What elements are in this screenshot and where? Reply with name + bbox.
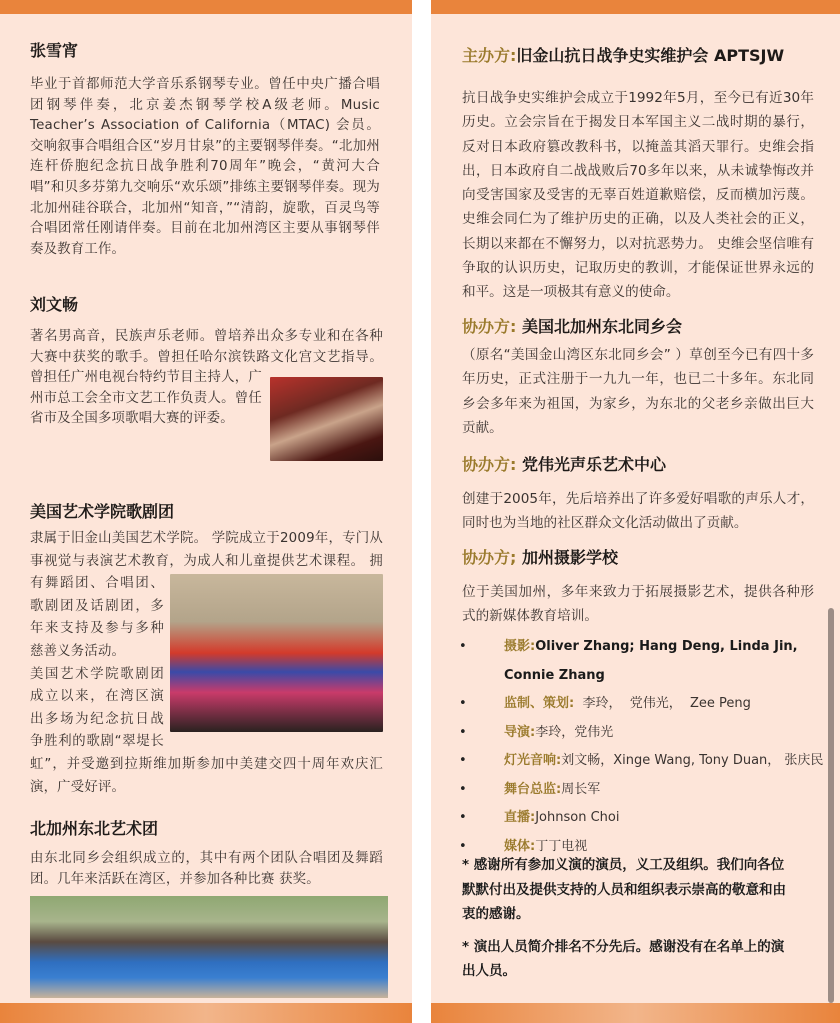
credit-item: • 监制、策划: 李玲， 党伟光， Zee Peng <box>451 690 831 719</box>
section-title: 刘文畅 <box>30 295 79 314</box>
section-host <box>462 43 814 305</box>
section-body: （原名“美国金山湾区东北同乡会” ）草创至今已有四十多年历史，正式注册于一九九一年，也已二十多年。东北同乡会多年来为祖国，为家乡，为东北的父老乡亲做出巨大贡献。 <box>462 347 814 436</box>
bottom-bar <box>0 1003 412 1023</box>
section-northeast <box>30 816 383 890</box>
section-zhang <box>30 38 380 260</box>
co-name: 党伟光声乐艺术中心 <box>521 455 666 474</box>
section-title: 美国艺术学院歌剧团 <box>30 502 175 521</box>
section-opera <box>30 499 383 799</box>
section-body: 隶属于旧金山美国艺术学院。 学院成立于2009年，专门从事视觉与表演艺术教育，为成人和儿童提供艺术课程。 拥有舞蹈团、合唱团、歌剧团及话剧团，多年来支持及参与多种慈善义务活动。 <box>30 531 383 659</box>
section-body: 抗日战争史实维护会成立于1992年5月，至今已有近30年历史。立会宗旨在于揭发日本军国主义二战时期的暴行，反对日本政府篡改教科书，以掩盖其滔天罪行。史维会指出，日本政府自二战战败后70多年以来，从未诚挚悔改并向受害国家及受害的无辜百姓道歉赔偿，反而横加污蔑。史维会同仁为了维护历史的正确，以及人类社会的正义，长期以来都在不懈努力，以对抗恶势力。 史维会坚信唯有争取的认识历史，记取历史的教训，才能保证世界永远的和平。这是一项极其有意义的使命。 <box>462 90 814 301</box>
credit-item: • 直播:Johnson Choi <box>451 804 831 833</box>
co-name: 美国北加州东北同乡会 <box>521 317 682 336</box>
host-label: 主办方: <box>462 46 517 65</box>
notes <box>462 853 797 984</box>
section-co-organizer-3 <box>462 545 814 629</box>
top-bar <box>431 0 840 14</box>
credit-item: • 摄影:Oliver Zhang; Hang Deng, Linda Jin, Connie Zhang <box>451 633 831 690</box>
host-name: 旧金山抗日战争史实维护会 APTSJW <box>516 46 785 65</box>
right-page <box>431 0 840 1023</box>
portrait-photo <box>270 377 383 461</box>
credit-item: • 舞台总监:周长军 <box>451 776 831 805</box>
section-liu <box>30 292 383 461</box>
section-title: 张雪宵 <box>30 41 79 60</box>
section-title: 北加州东北艺术团 <box>30 819 159 838</box>
credits-list <box>451 633 831 861</box>
section-body: 毕业于首都师范大学音乐系钢琴专业。曾任中央广播合唱团钢琴伴奏，北京姜杰钢琴学校A级老师。Music Teacher’s Association of California（MTAC) 会员。交响叙事合唱组合区“岁月甘泉”的主要钢琴伴奏。“北加州连杆侨胞纪念抗日战争胜利70周年”晚会，“黄河大合唱”和贝多芬第九交响乐“欢乐颂”排练主要钢琴伴奏。现为北加州硅谷联合，北加州“知音，”“清韵，旋歌，百灵鸟等合唱团常任刚请伴奏。目前在北加州湾区主要从事钢琴伴奏及教育工作。 <box>30 77 380 257</box>
credit-item: • 媒体:丁丁电视 <box>451 833 831 862</box>
northeast-group-photo <box>30 896 388 998</box>
top-bar <box>0 0 412 14</box>
section-body: 创建于2005年，先后培养出了许多爱好唱歌的声乐人才，同时也为当地的社区群众文化活动做出了贡献。 <box>462 491 814 532</box>
bottom-bar <box>431 1003 840 1023</box>
section-co-organizer-2 <box>462 452 814 536</box>
co-label: 协办方: <box>462 455 517 474</box>
co-label: 协办方: <box>462 317 517 336</box>
credit-item: • 导演:李玲，党伟光 <box>451 719 831 748</box>
opera-group-photo <box>170 574 383 732</box>
section-body: 著名男高音，民族声乐老师。曾培养出众多专业和在各种大赛中获奖的歌手。曾担任哈尔滨铁路文化宫文艺指导。曾担任广州电视台特约节目主持人，广州市总工会全市文艺工作负责人。曾任省市及全国多项歌唱大赛的评委。 <box>30 329 383 427</box>
section-co-organizer-1 <box>462 314 814 440</box>
co-name: 加州摄影学校 <box>521 548 618 567</box>
section-body: 由东北同乡会组织成立的，其中有两个团队合唱团及舞蹈团。几年来活跃在湾区，并参加各种比赛 获奖。 <box>30 851 383 887</box>
thanks-note: * 感谢所有参加义演的演员，义工及组织。我们向各位默默付出及提供支持的人员和组织表示崇高的敬意和由衷的感谢。 <box>462 857 786 922</box>
co-label: 协办方; <box>462 548 517 567</box>
credit-item: • 灯光音响:刘文畅，Xinge Wang, Tony Duan， 张庆民 <box>451 747 831 776</box>
scrollbar[interactable] <box>828 608 834 1003</box>
order-note: * 演出人员简介排名不分先后。感谢没有在名单上的演出人员。 <box>462 938 785 979</box>
section-body: 位于美国加州，多年来致力于拓展摄影艺术，提供各种形式的新媒体教育培训。 <box>462 584 814 625</box>
left-page <box>0 0 412 1023</box>
section-body-2: 美国艺术学院歌剧团成立以来，在湾区演出多场为纪念抗日战争胜利的歌剧“翠堤长虹”，并受邀到拉斯维加斯参加中美建交四十周年欢庆汇演，广受好评。 <box>30 666 383 795</box>
